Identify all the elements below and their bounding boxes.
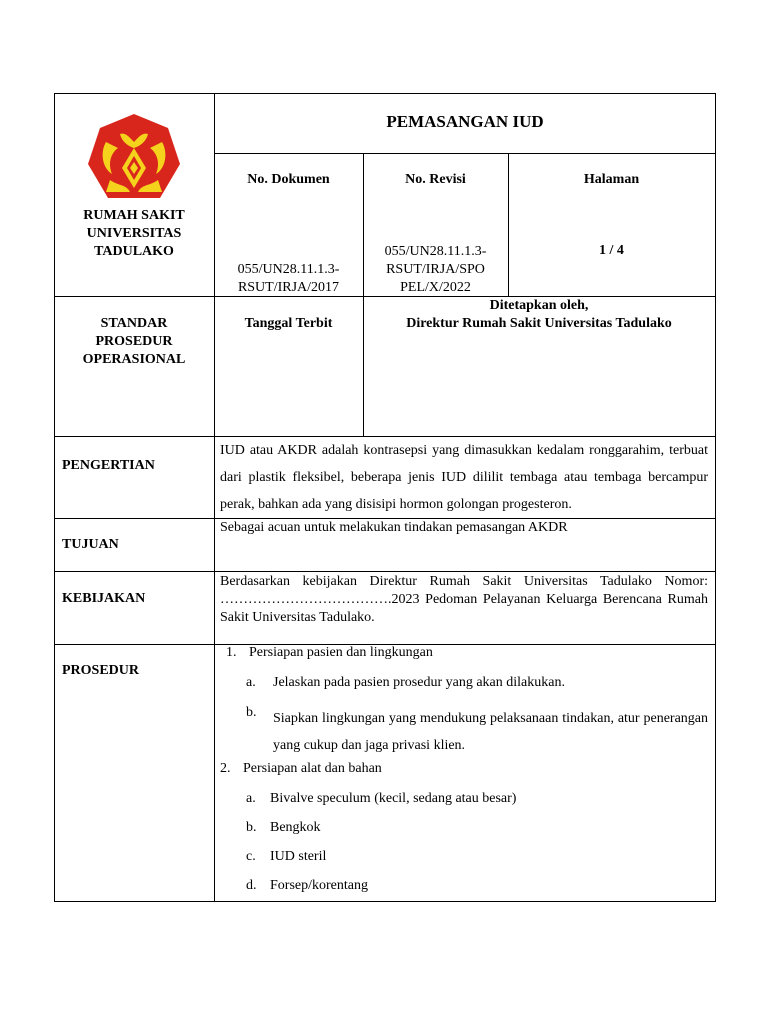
step-title: Persiapan pasien dan lingkungan xyxy=(249,645,433,660)
sub-item-text: Forsep/korentang xyxy=(270,878,368,893)
step-number: 1. xyxy=(226,645,237,660)
sub-item-text: IUD steril xyxy=(270,849,327,864)
sop-label xyxy=(54,315,214,369)
step-title: Persiapan alat dan bahan xyxy=(243,761,382,776)
approved-by xyxy=(363,297,715,333)
sub-item-mark: a. xyxy=(246,675,256,690)
prosedur-step-2 xyxy=(220,761,708,789)
doc-number-value-line2: RSUT/IRJA/2017 xyxy=(237,280,340,295)
hospital-name xyxy=(54,207,214,261)
step-number: 2. xyxy=(220,761,231,776)
sub-item-text: Siapkan lingkungan yang mendukung pelaksanaan tindakan, atur penerangan yang cukup dan jaga privasi klien. xyxy=(273,711,708,753)
revision-label: No. Revisi xyxy=(405,172,466,187)
revision-value xyxy=(363,243,508,297)
hospital-name-line2: UNIVERSITAS xyxy=(86,226,182,241)
sub-item-text: Bivalve speculum (kecil, sedang atau besar) xyxy=(270,791,517,806)
revision-value-line1: 055/UN28.11.1.3- xyxy=(384,244,487,259)
hospital-name-line3: TADULAKO xyxy=(94,244,174,259)
approved-by-line2: Direktur Rumah Sakit Universitas Tadulako xyxy=(406,316,672,331)
sop-label-line1: STANDAR xyxy=(100,316,168,331)
revision-value-line3: PEL/X/2022 xyxy=(400,280,471,295)
tujuan-label: TUJUAN xyxy=(62,537,119,552)
sub-item xyxy=(220,878,708,907)
sub-item xyxy=(220,705,708,761)
tujuan-text: Sebagai acuan untuk melakukan tindakan pemasangan AKDR xyxy=(220,520,568,535)
sub-item xyxy=(220,675,708,705)
hospital-name-line1: RUMAH SAKIT xyxy=(83,208,185,223)
sub-item xyxy=(220,820,708,849)
doc-number-value xyxy=(214,261,363,297)
sub-item-mark: c. xyxy=(246,849,256,864)
document-title: PEMASANGAN IUD xyxy=(386,112,544,131)
page-value: 1 / 4 xyxy=(599,243,624,258)
pengertian-text: IUD atau AKDR adalah kontrasepsi yang dimasukkan kedalam ronggarahim, terbuat dari plastik fleksibel, beberapa jenis IUD dililit tembaga atau tembaga bercampur perak, bahkan ada yang disisipi hormon golongan progesteron. xyxy=(220,443,708,512)
sop-label-line3: OPERASIONAL xyxy=(82,352,186,367)
sub-item xyxy=(220,849,708,878)
sub-item xyxy=(220,791,708,820)
sub-item-mark: b. xyxy=(246,820,257,835)
pengertian-label: PENGERTIAN xyxy=(62,458,155,473)
prosedur-step-1 xyxy=(220,645,708,673)
doc-number-label: No. Dokumen xyxy=(247,172,330,187)
revision-value-line2: RSUT/IRJA/SPO xyxy=(386,262,485,277)
sop-label-line2: PROSEDUR xyxy=(95,334,173,349)
sub-item-text: Bengkok xyxy=(270,820,321,835)
sub-item-mark: a. xyxy=(246,791,256,806)
page-label: Halaman xyxy=(583,172,640,187)
kebijakan-text: Berdasarkan kebijakan Direktur Rumah Sakit Universitas Tadulako Nomor: ……………………………….2023 Pedoman Pelayanan Keluarga Berencana Rumah Sakit Universitas Tadulako. xyxy=(220,574,708,625)
prosedur-label: PROSEDUR xyxy=(62,663,140,678)
sub-item-mark: d. xyxy=(246,878,257,893)
issue-date-label: Tanggal Terbit xyxy=(244,316,333,331)
kebijakan-label: KEBIJAKAN xyxy=(62,591,146,606)
sub-item-text: Jelaskan pada pasien prosedur yang akan dilakukan. xyxy=(273,675,565,690)
university-logo xyxy=(86,112,182,208)
doc-number-value-line1: 055/UN28.11.1.3- xyxy=(237,262,340,277)
prosedur-list xyxy=(220,645,708,907)
approved-by-line1: Ditetapkan oleh, xyxy=(489,298,589,313)
sub-item-mark: b. xyxy=(246,705,257,720)
